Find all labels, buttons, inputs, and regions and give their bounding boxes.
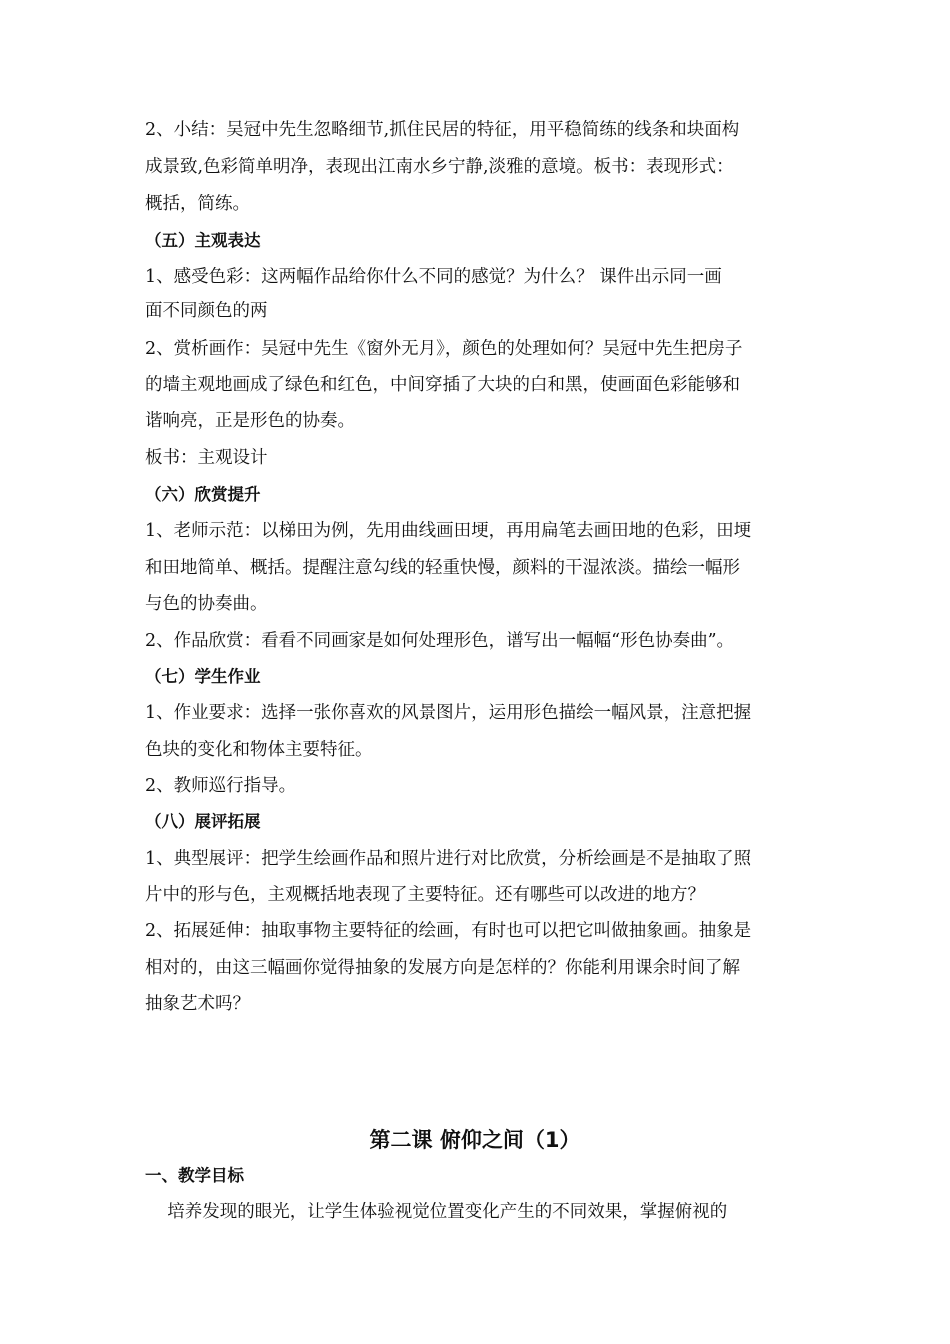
text-line: 的墙主观地画成了绿色和红色，中间穿插了大块的白和黑，使画面色彩能够和 (145, 375, 740, 395)
section-heading: （七）学生作业 (145, 667, 261, 686)
section-heading: 一、教学目标 (145, 1166, 244, 1185)
text-line: 片中的形与色，主观概括地表现了主要特征。还有哪些可以改进的地方？ (145, 885, 705, 905)
text-line: 概括，简练。 (145, 194, 250, 214)
text-line: 面不同颜色的两 (145, 301, 268, 321)
section-heading: （八）展评拓展 (145, 812, 261, 831)
text-line: 和田地简单、概括。提醒注意勾线的轻重快慢，颜料的干湿浓淡。描绘一幅形 (145, 558, 740, 578)
text-line: 2、小结：吴冠中先生忽略细节,抓住民居的特征，用平稳简练的线条和块面构 (145, 120, 740, 140)
text-line: 1、典型展评：把学生绘画作品和照片进行对比欣赏，分析绘画是不是抽取了照 (145, 849, 752, 869)
text-line: 相对的，由这三幅画你觉得抽象的发展方向是怎样的？你能利用课余时间了解 (145, 958, 740, 978)
text-line: 2、拓展延伸：抽取事物主要特征的绘画，有时也可以把它叫做抽象画。抽象是 (145, 921, 752, 941)
text-line: 与色的协奏曲。 (145, 594, 268, 614)
lesson-title: 第二课 俯仰之间（1） (369, 1128, 581, 1152)
text-line: 抽象艺术吗？ (145, 994, 250, 1014)
section-heading: （五）主观表达 (145, 231, 261, 250)
text-line: 谐响亮，正是形色的协奏。 (145, 411, 355, 431)
text-line: 1、感受色彩：这两幅作品给你什么不同的感觉？为什么？ 课件出示同一画 (145, 267, 722, 287)
board-note: 板书：主观设计 (145, 448, 268, 468)
text-line: 1、作业要求：选择一张你喜欢的风景图片，运用形色描绘一幅风景，注意把握 (145, 703, 752, 723)
text-line: 色块的变化和物体主要特征。 (145, 740, 373, 760)
text-line: 2、赏析画作：吴冠中先生《窗外无月》，颜色的处理如何？吴冠中先生把房子 (145, 339, 743, 359)
section-heading: （六）欣赏提升 (145, 485, 261, 504)
text-line: 2、教师巡行指导。 (145, 776, 297, 796)
text-line: 培养发现的眼光，让学生体验视觉位置变化产生的不同效果，掌握俯视的 (145, 1202, 728, 1222)
text-line: 2、作品欣赏：看看不同画家是如何处理形色，谱写出一幅幅“形色协奏曲”。 (145, 631, 735, 651)
text-line: 成景致,色彩简单明净，表现出江南水乡宁静,淡雅的意境。板书：表现形式： (145, 157, 734, 177)
text-line: 1、老师示范：以梯田为例，先用曲线画田埂，再用扁笔去画田地的色彩，田埂 (145, 521, 752, 541)
